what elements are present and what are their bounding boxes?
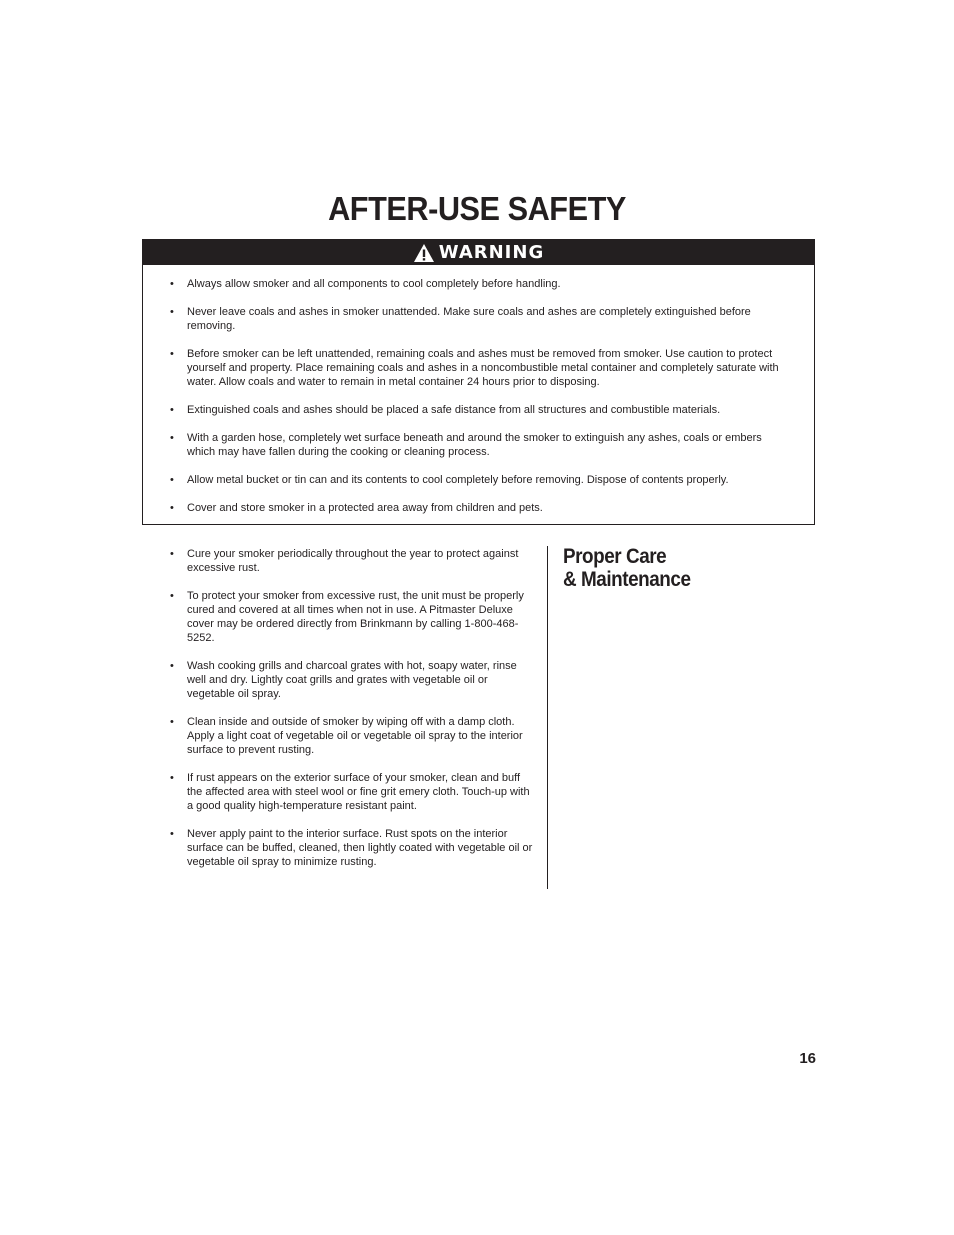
warning-item: • Allow metal bucket or tin can and its contents to cool completely before removing. Dispose of contents properly. (143, 473, 783, 487)
care-item: • If rust appears on the exterior surface of your smoker, clean and buff the affected area with steel wool or fine grit emery cloth. Touch-up with a good quality high-temperature resistant paint. (143, 771, 538, 813)
warning-item: • Extinguished coals and ashes should be placed a safe distance from all structures and combustible materials. (143, 403, 783, 417)
warning-list (143, 277, 783, 529)
care-list (143, 547, 538, 883)
care-item: • Never apply paint to the interior surface. Rust spots on the interior surface can be buffed, cleaned, then lightly coated with vegetable oil or vegetable oil spray to minimize rusting. (143, 827, 538, 869)
care-item: • To protect your smoker from excessive rust, the unit must be properly cured and covered at all times when not in use. A Pitmaster Deluxe cover may be ordered directly from Brinkmann by calling 1-800-468-5252. (143, 589, 538, 645)
section-title-line1: Proper Care (563, 545, 667, 568)
column-divider (547, 546, 548, 889)
warning-box (142, 239, 815, 525)
page-number: 16 (799, 1050, 816, 1067)
warning-header (143, 240, 814, 265)
section-title (563, 545, 691, 591)
section-title-line2: & Maintenance (563, 568, 691, 591)
warning-item: • With a garden hose, completely wet surface beneath and around the smoker to extinguish any ashes, coals or embers which may have fallen during the cooking or cleaning process. (143, 431, 783, 459)
care-item: • Wash cooking grills and charcoal grates with hot, soapy water, rinse well and dry. Lightly coat grills and grates with vegetable oil or vegetable oil spray. (143, 659, 538, 701)
warning-item: • Cover and store smoker in a protected area away from children and pets. (143, 501, 783, 515)
warning-item: • Before smoker can be left unattended, remaining coals and ashes must be removed from smoker. Use caution to protect yourself and property. Place remaining coals and ashes in a noncombustible metal container and completely saturate with water. Allow coals and water to remain in metal container 24 hours prior to disposing. (143, 347, 783, 389)
warning-label: WARNING (438, 242, 545, 263)
warning-item: • Always allow smoker and all components to cool completely before handling. (143, 277, 783, 291)
warning-item: • Never leave coals and ashes in smoker unattended. Make sure coals and ashes are completely extinguished before removing. (143, 305, 783, 333)
care-item: • Cure your smoker periodically throughout the year to protect against excessive rust. (143, 547, 538, 575)
page-title: AFTER-USE SAFETY (328, 190, 626, 227)
care-item: • Clean inside and outside of smoker by wiping off with a damp cloth. Apply a light coat of vegetable oil or vegetable oil spray to the interior surface to prevent rusting. (143, 715, 538, 757)
warning-triangle-icon (413, 243, 435, 263)
